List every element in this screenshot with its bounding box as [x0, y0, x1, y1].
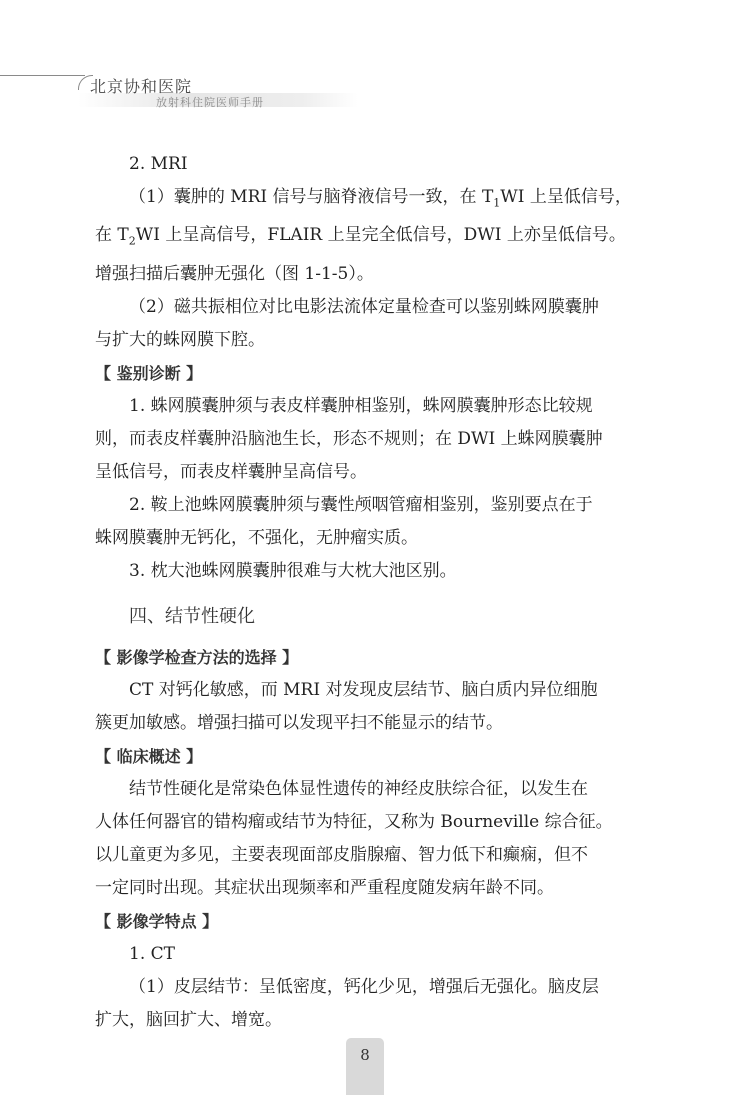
running-header-title: 北京协和医院 — [90, 77, 193, 96]
diff-item1-line2: 则，而表皮样囊肿沿脑池生长，形态不规则；在 DWI 上蛛网膜囊肿 — [95, 428, 603, 449]
running-header-subtitle: 放射科住院医师手册 — [156, 96, 264, 109]
mri-p1-line3: 增强扫描后囊肿无强化（图 1-1-5）。 — [95, 263, 374, 284]
imaging-method-line2: 簇更加敏感。增强扫描可以发现平扫不能显示的结节。 — [95, 712, 503, 733]
diff-item2-line1: 2. 鞍上池蛛网膜囊肿须与囊性颅咽管瘤相鉴别，鉴别要点在于 — [129, 494, 593, 515]
page-number: 8 — [360, 1046, 370, 1064]
mri-p1-line1 — [95, 181, 647, 219]
page-body — [95, 148, 647, 1037]
subscript: 2 — [128, 234, 136, 248]
diff-item1-line3: 呈低信号，而表皮样囊肿呈高信号。 — [95, 461, 367, 482]
clinical-line4: 一定同时出现。其症状出现频率和严重程度随发病年龄不同。 — [95, 877, 554, 898]
text-run: WI 上呈高信号，FLAIR 上呈完全低信号，DWI 上亦呈低信号。 — [135, 225, 626, 246]
clinical-line1: 结节性硬化是常染色体显性遗传的神经皮肤综合征，以发生在 — [129, 778, 588, 799]
header-rule — [0, 75, 85, 76]
mri-p2-line2: 与扩大的蛛网膜下腔。 — [95, 329, 265, 350]
text-run: 在 T — [95, 225, 129, 246]
page-number-tab — [346, 1038, 384, 1095]
clinical-line3: 以儿童更为多见，主要表现面部皮脂腺瘤、智力低下和癫痫，但不 — [95, 844, 588, 865]
subscript: 1 — [493, 196, 501, 210]
mri-p2-line1: （2）磁共振相位对比电影法流体定量检查可以鉴别蛛网膜囊肿 — [129, 296, 599, 317]
differential-heading: 【 鉴别诊断 】 — [95, 363, 203, 383]
text-run: WI 上呈低信号， — [500, 187, 632, 207]
text-run: （1）囊肿的 MRI 信号与脑脊液信号一致，在 T — [129, 187, 494, 207]
ct-p1-line2: 扩大，脑回扩大、增宽。 — [95, 1009, 282, 1030]
diff-item2-line2: 蛛网膜囊肿无钙化，不强化，无肿瘤实质。 — [95, 527, 418, 548]
imaging-method-heading: 【 影像学检查方法的选择 】 — [95, 647, 299, 667]
section-title: 四、结节性硬化 — [129, 605, 255, 627]
imaging-method-line1: CT 对钙化敏感，而 MRI 对发现皮层结节、脑白质内异位细胞 — [129, 679, 598, 700]
diff-item3-line1: 3. 枕大池蛛网膜囊肿很难与大枕大池区别。 — [129, 560, 457, 581]
mri-heading: 2. MRI — [129, 154, 188, 174]
ct-heading: 1. CT — [129, 943, 175, 964]
ct-p1-line1: （1）皮层结节：呈低密度，钙化少见，增强后无强化。脑皮层 — [129, 976, 599, 997]
imaging-features-heading: 【 影像学特点 】 — [95, 911, 219, 931]
mri-p1-line2 — [95, 219, 647, 257]
clinical-line2: 人体任何器官的错构瘤或结节为特征，又称为 Bourneville 综合征。 — [95, 811, 613, 832]
clinical-heading: 【 临床概述 】 — [95, 746, 203, 766]
diff-item1-line1: 1. 蛛网膜囊肿须与表皮样囊肿相鉴别，蛛网膜囊肿形态比较规 — [129, 395, 593, 416]
